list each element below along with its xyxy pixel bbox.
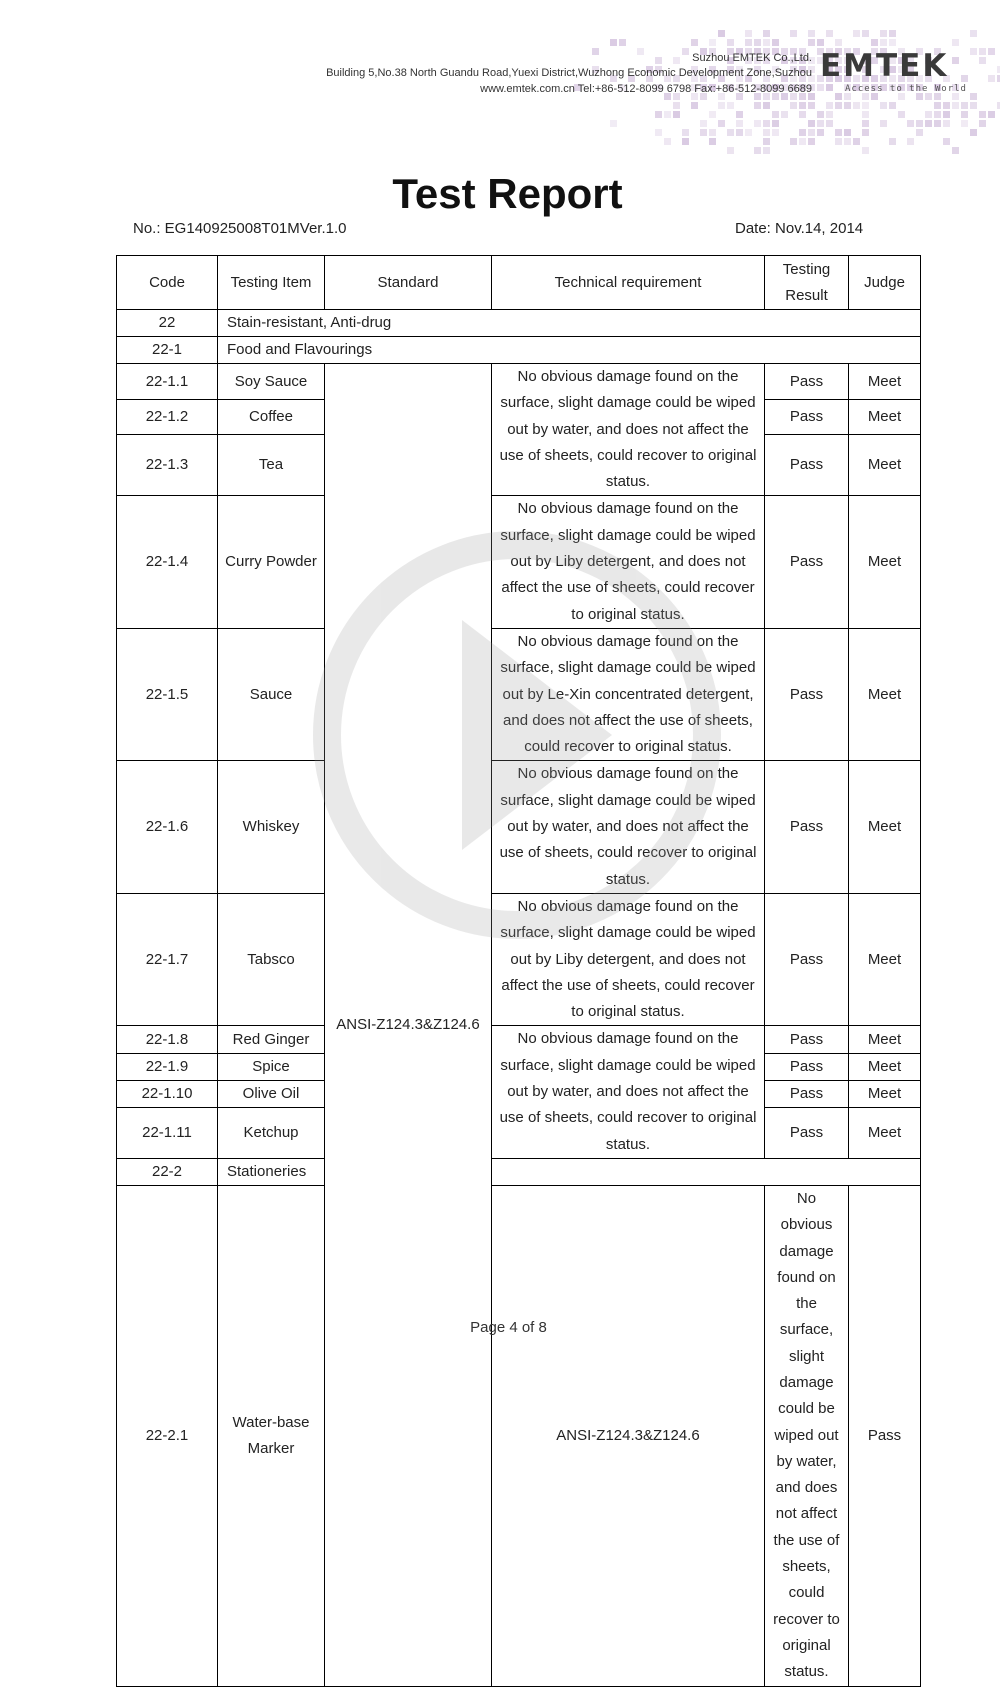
row-requirement: No obvious damage found on the surface, slight damage could be wiped out by water, and does not affect the use of sheets, could recover to original status. xyxy=(492,761,765,893)
row-item: Red Ginger xyxy=(218,1026,325,1053)
header-judge: Judge xyxy=(849,256,921,310)
row-item: Tabsco xyxy=(218,893,325,1025)
row-code: 22-1.4 xyxy=(117,496,218,628)
group-name: Food and Flavourings xyxy=(218,337,921,364)
table-row xyxy=(117,628,921,760)
group-row xyxy=(117,337,921,364)
page-title: Test Report xyxy=(392,170,623,217)
row-standard: ANSI-Z124.3&Z124.6 xyxy=(492,1185,765,1686)
table-row xyxy=(117,364,921,400)
table-row xyxy=(117,761,921,893)
section-code: 22 xyxy=(117,310,218,337)
company-address: Building 5,No.38 North Guandu Road,Yuexi District,Wuzhong Economic Development Zone,Suzhou xyxy=(326,67,812,79)
row-code: 22-1.10 xyxy=(117,1081,218,1108)
company-name: Suzhou EMTEK Co.,Ltd. xyxy=(692,52,812,64)
table-header-row xyxy=(117,256,921,310)
row-result: Pass xyxy=(765,400,849,435)
row-code: 22-1.1 xyxy=(117,364,218,400)
row-requirement: No obvious damage found on the surface, slight damage could be wiped out by water, and does not affect the use of sheets, could recover to original status. xyxy=(492,1026,765,1158)
row-judge: Meet xyxy=(849,761,921,893)
logo-tagline: Access to the World xyxy=(845,84,967,94)
row-requirement: No obvious damage found on the surface, slight damage could be wiped out by Liby detergent, and does not affect the use of sheets, could recover to original status. xyxy=(492,893,765,1025)
table-row xyxy=(117,496,921,628)
row-code: 22-1.11 xyxy=(117,1108,218,1159)
row-judge: Meet xyxy=(849,1053,921,1080)
group-code: 22-2 xyxy=(117,1158,218,1185)
row-result: Pass xyxy=(765,1026,849,1053)
section-name: Stain-resistant, Anti-drug xyxy=(218,310,921,337)
row-result: Pass xyxy=(765,893,849,1025)
row-code: 22-1.5 xyxy=(117,628,218,760)
table-row xyxy=(117,893,921,1025)
row-result: Pass xyxy=(765,435,849,496)
row-requirement: No obvious damage found on the surface, slight damage could be wiped out by water, and does not affect the use of sheets, could recover to original status. xyxy=(492,364,765,496)
row-judge: Meet xyxy=(849,435,921,496)
row-judge: Meet xyxy=(849,364,921,400)
row-item: Coffee xyxy=(218,400,325,435)
row-item: Ketchup xyxy=(218,1108,325,1159)
row-code: 22-1.6 xyxy=(117,761,218,893)
report-number: No.: EG140925008T01MVer.1.0 xyxy=(133,220,347,237)
header-testing-item: Testing Item xyxy=(218,256,325,310)
row-item: Olive Oil xyxy=(218,1081,325,1108)
row-item: Sauce xyxy=(218,628,325,760)
row-item: Spice xyxy=(218,1053,325,1080)
row-result: Pass xyxy=(765,628,849,760)
test-report-table xyxy=(116,255,921,1687)
row-result: Pass xyxy=(849,1185,921,1686)
row-code: 22-1.2 xyxy=(117,400,218,435)
row-judge: Meet xyxy=(849,496,921,628)
row-code: 22-1.8 xyxy=(117,1026,218,1053)
row-code: 22-1.7 xyxy=(117,893,218,1025)
row-judge: Meet xyxy=(849,1108,921,1159)
row-judge: Meet xyxy=(849,893,921,1025)
row-item: Curry Powder xyxy=(218,496,325,628)
row-result: Pass xyxy=(765,1081,849,1108)
emtek-logo: EMTEK xyxy=(820,48,949,84)
row-result: Pass xyxy=(765,496,849,628)
row-judge: Meet xyxy=(849,400,921,435)
header-standard: Standard xyxy=(325,256,492,310)
row-item: Water-base Marker xyxy=(218,1185,325,1686)
group-code: 22-1 xyxy=(117,337,218,364)
header-code: Code xyxy=(117,256,218,310)
row-result: Pass xyxy=(765,761,849,893)
header-technical-requirement: Technical requirement xyxy=(492,256,765,310)
table-row xyxy=(117,1185,921,1686)
row-code: 22-1.9 xyxy=(117,1053,218,1080)
section-row xyxy=(117,310,921,337)
row-result: Pass xyxy=(765,1053,849,1080)
row-standard: ANSI-Z124.3&Z124.6 xyxy=(325,364,492,1687)
row-item: Whiskey xyxy=(218,761,325,893)
table-row xyxy=(117,1026,921,1053)
page-footer: Page 4 of 8 xyxy=(470,1319,547,1336)
report-date: Date: Nov.14, 2014 xyxy=(735,220,864,237)
row-judge: Meet xyxy=(849,628,921,760)
row-requirement: No obvious damage found on the surface, slight damage could be wiped out by water, and does not affect the use of sheets, could recover to original status. xyxy=(765,1185,849,1686)
group-row xyxy=(117,1158,921,1185)
company-contact: www.emtek.com.cn Tel:+86-512-8099 6798 Fax:+86-512-8099 6689 xyxy=(480,83,812,95)
row-item: Tea xyxy=(218,435,325,496)
row-requirement: No obvious damage found on the surface, slight damage could be wiped out by Liby detergent, and does not affect the use of sheets, could recover to original status. xyxy=(492,496,765,628)
group-name: Stationeries xyxy=(218,1158,921,1185)
row-code: 22-2.1 xyxy=(117,1185,218,1686)
header-testing-result: Testing Result xyxy=(765,256,849,310)
row-code: 22-1.3 xyxy=(117,435,218,496)
row-item: Soy Sauce xyxy=(218,364,325,400)
row-result: Pass xyxy=(765,1108,849,1159)
row-result: Pass xyxy=(765,364,849,400)
row-judge: Meet xyxy=(849,1026,921,1053)
row-judge: Meet xyxy=(849,1081,921,1108)
row-requirement: No obvious damage found on the surface, slight damage could be wiped out by Le-Xin concentrated detergent, and does not affect the use of sheets, could recover to original status. xyxy=(492,628,765,760)
